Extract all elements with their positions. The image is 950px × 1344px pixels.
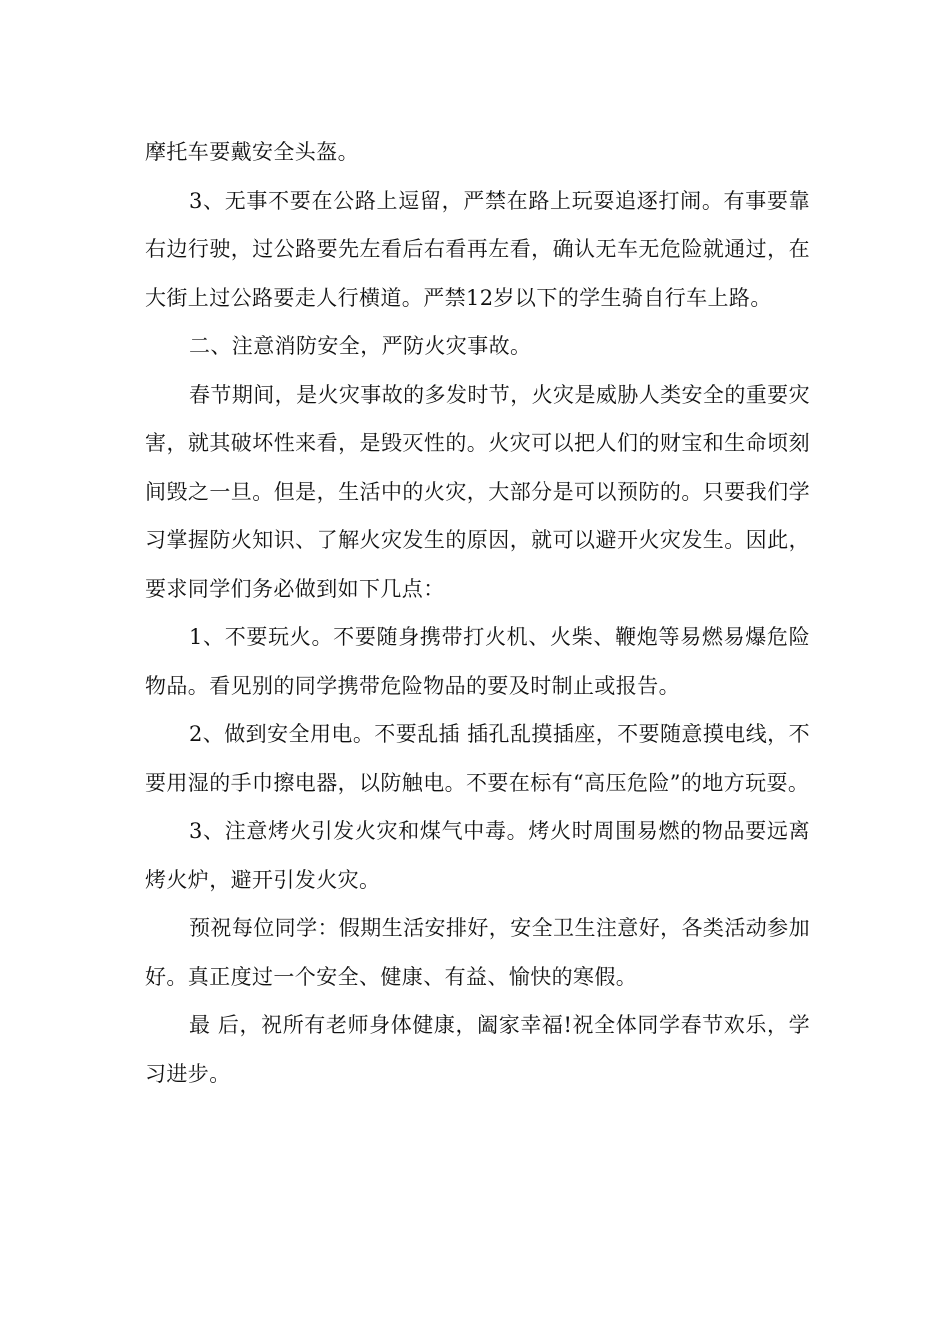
paragraph-4: 春节期间，是火灾事故的多发时节，火灾是威胁人类安全的重要灾害，就其破坏性来看，是毁灭性的。火灾可以把人们的财宝和生命顷刻间毁之一旦。但是，生活中的火灾，大部分是可以预防的。只要我们学习掌握防火知识、了解火灾发生的原因，就可以避开火灾发生。因此，要求同学们务必做到如下几点： xyxy=(145,382,810,601)
section-heading-fire-safety: 二、注意消防安全，严防火灾事故。 xyxy=(189,334,532,358)
document-body xyxy=(145,128,810,1098)
paragraph-8: 预祝每位同学：假期生活安排好，安全卫生注意好，各类活动参加好。真正度过一个安全、健康、有益、愉快的寒假。 xyxy=(145,916,810,989)
paragraph-5: 1、不要玩火。不要随身携带打火机、火柴、鞭炮等易燃易爆危险物品。看见别的同学携带危险物品的要及时制止或报告。 xyxy=(145,625,810,698)
paragraph-2: 3、无事不要在公路上逗留，严禁在路上玩耍追逐打闹。有事要靠右边行驶，过公路要先左看后右看再左看，确认无车无危险就通过，在大街上过公路要走人行横道。严禁12岁以下的学生骑自行车上路。 xyxy=(145,188,810,310)
paragraph-1: 摩托车要戴安全头盔。 xyxy=(145,140,359,164)
paragraph-7: 3、注意烤火引发火灾和煤气中毒。烤火时周围易燃的物品要远离烤火炉，避开引发火灾。 xyxy=(145,819,810,892)
paragraph-9: 最 后，祝所有老师身体健康，阖家幸福!祝全体同学春节欢乐，学习进步。 xyxy=(145,1013,810,1086)
paragraph-6: 2、做到安全用电。不要乱插 插孔乱摸插座，不要随意摸电线，不要用湿的手巾擦电器，以防触电。不要在标有“高压危险”的地方玩耍。 xyxy=(145,722,810,795)
